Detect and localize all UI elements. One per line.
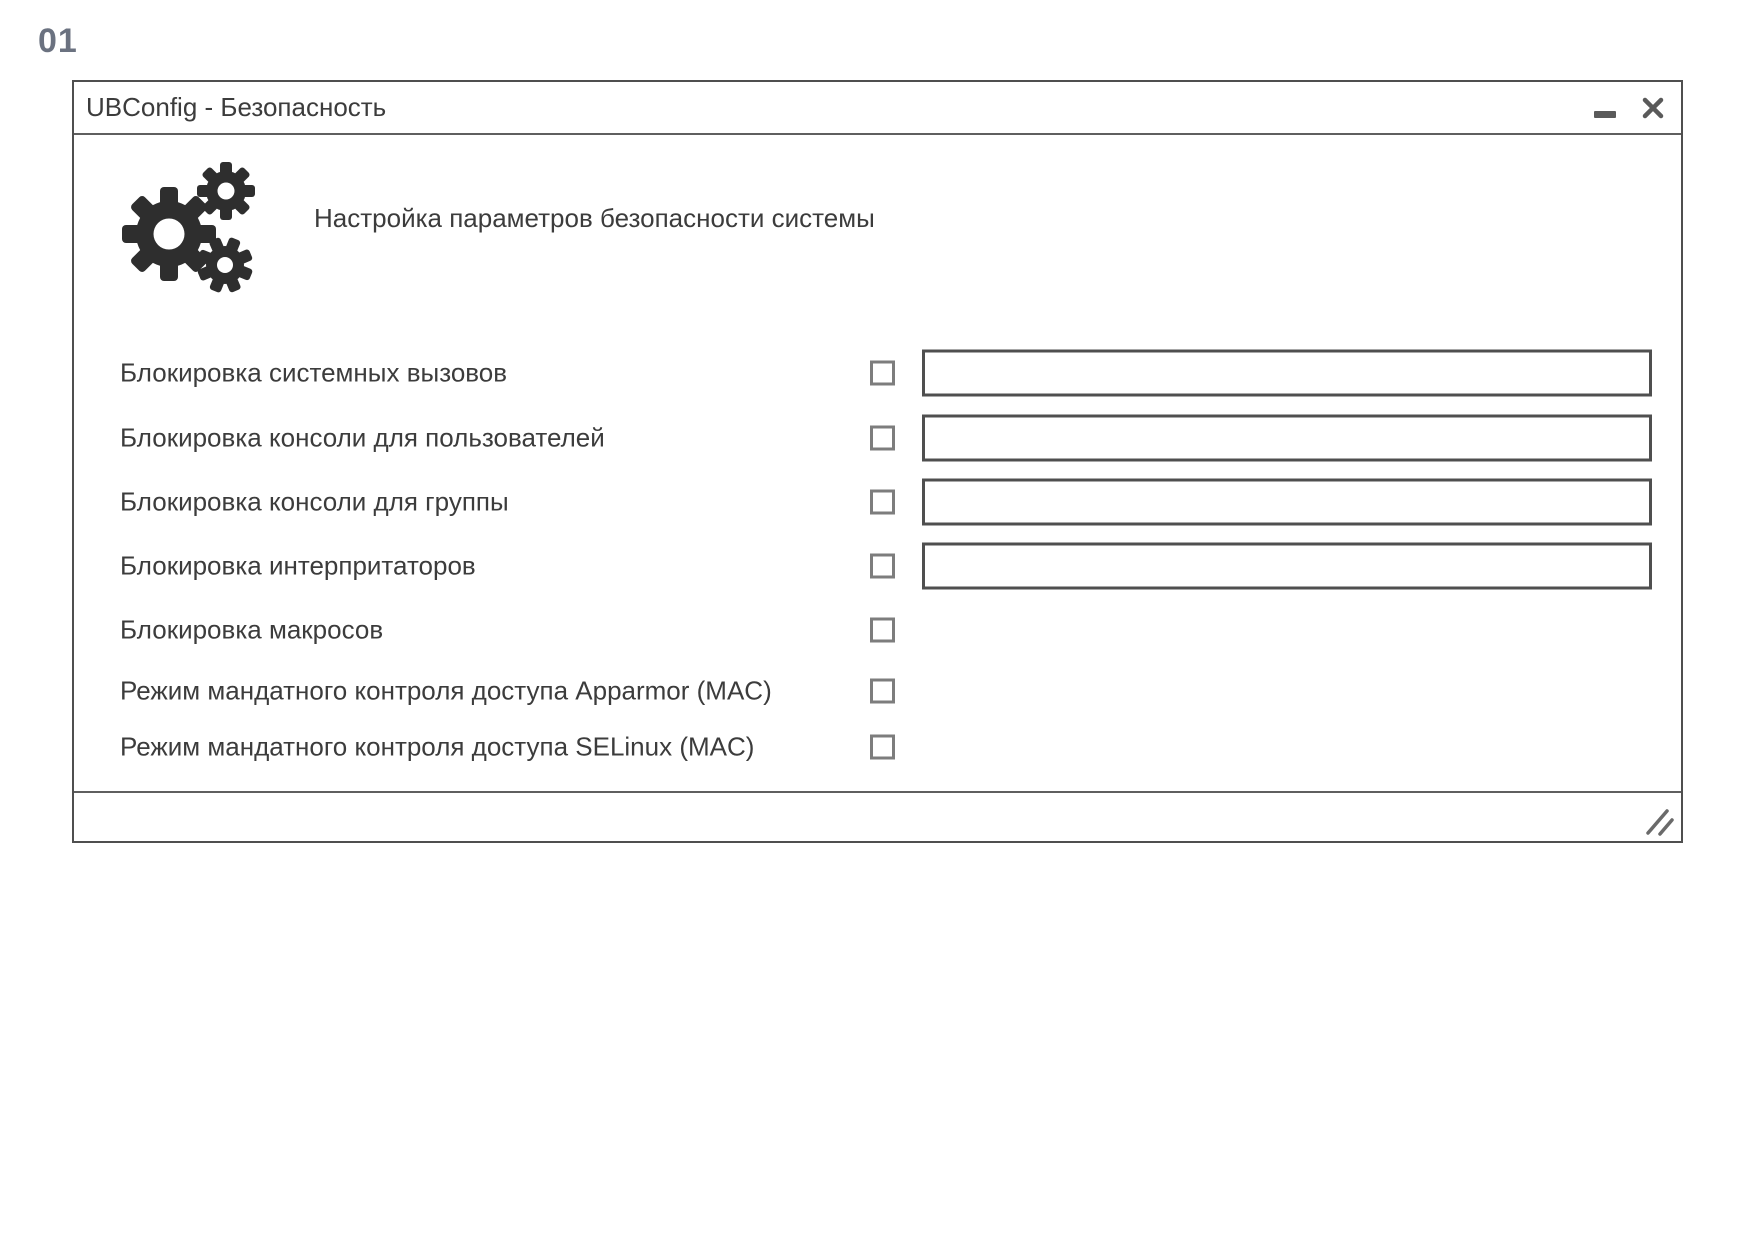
row-checkbox[interactable] <box>870 490 895 515</box>
row-text-field[interactable] <box>922 479 1652 526</box>
gears-icon <box>112 154 262 299</box>
settings-row <box>74 667 1681 715</box>
window-controls <box>1593 96 1665 120</box>
ubconfig-window <box>72 80 1683 843</box>
row-text-field[interactable] <box>922 350 1652 397</box>
settings-row <box>74 414 1681 462</box>
minimize-button[interactable] <box>1593 96 1617 120</box>
settings-row <box>74 542 1681 590</box>
row-label: Блокировка консоли для группы <box>120 486 509 517</box>
settings-row <box>74 349 1681 397</box>
row-label: Блокировка макросов <box>120 614 384 645</box>
close-button[interactable] <box>1641 96 1665 120</box>
settings-row <box>74 723 1681 771</box>
row-text-field[interactable] <box>922 543 1652 590</box>
row-label: Блокировка консоли для пользователей <box>120 422 605 453</box>
row-checkbox[interactable] <box>870 426 895 451</box>
settings-row <box>74 478 1681 526</box>
row-label: Режим мандатного контроля доступа Apparmor (MAC) <box>120 675 772 706</box>
header-text: Настройка параметров безопасности системы <box>314 203 875 233</box>
row-checkbox[interactable] <box>870 554 895 579</box>
status-bar <box>74 791 1681 841</box>
minimize-icon <box>1594 111 1616 118</box>
row-label: Режим мандатного контроля доступа SELinux (MAC) <box>120 731 755 762</box>
row-label: Блокировка интерпритаторов <box>120 550 476 581</box>
row-label: Блокировка системных вызовов <box>120 357 508 388</box>
resize-grip-icon[interactable] <box>1643 807 1675 837</box>
close-icon <box>1641 96 1665 120</box>
row-checkbox[interactable] <box>870 361 895 386</box>
row-checkbox[interactable] <box>870 618 895 643</box>
settings-row <box>74 606 1681 654</box>
title-bar <box>74 82 1681 135</box>
slide-number: 01 <box>38 22 78 60</box>
row-checkbox[interactable] <box>870 679 895 704</box>
row-checkbox[interactable] <box>870 735 895 760</box>
window-title: UBConfig - Безопасность <box>86 92 387 122</box>
row-text-field[interactable] <box>922 415 1652 462</box>
